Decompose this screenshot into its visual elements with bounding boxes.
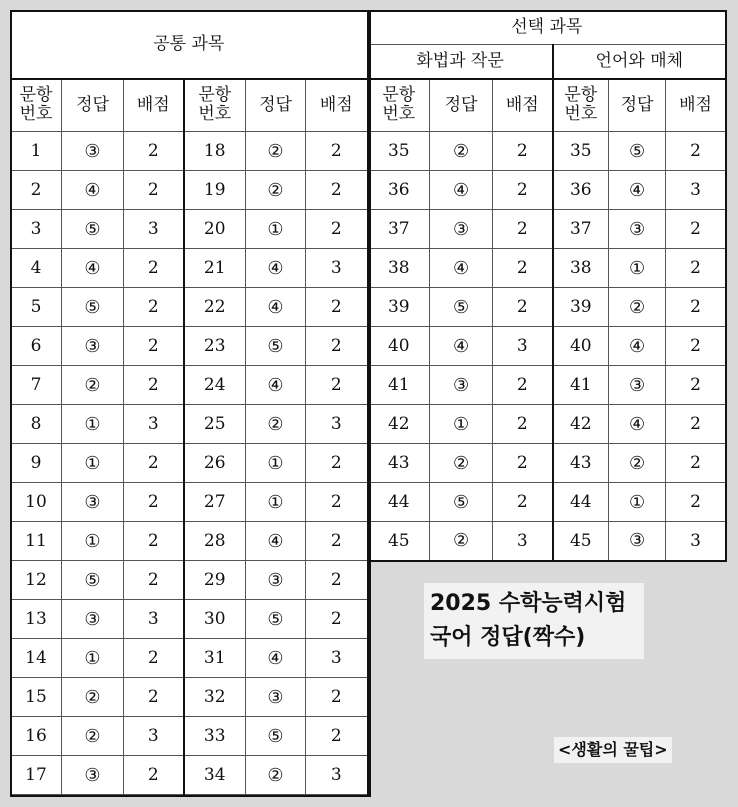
cell-points: 2 [306, 717, 368, 756]
cell-number: 41 [553, 366, 609, 405]
cell-points: 2 [306, 444, 368, 483]
cell-answer: ② [246, 756, 306, 795]
cell-number: 17 [11, 756, 62, 795]
cell-number: 2 [11, 171, 62, 210]
speech-writing-header: 화법과 작문 [368, 45, 553, 79]
cell-answer: ⑤ [430, 483, 493, 522]
cell-answer: ⑤ [246, 600, 306, 639]
answer-sheet [10, 10, 725, 795]
cell-number: 16 [11, 717, 62, 756]
cell-number: 35 [368, 132, 430, 171]
cell-number: 27 [184, 483, 246, 522]
cell-number: 37 [553, 210, 609, 249]
cell-points: 2 [306, 522, 368, 561]
cell-answer: ③ [62, 483, 124, 522]
answer-key-table [10, 10, 726, 795]
cell-number: 19 [184, 171, 246, 210]
cell-points: 3 [124, 600, 184, 639]
cell-number: 1 [11, 132, 62, 171]
cell-points: 2 [124, 678, 184, 717]
table-row [11, 366, 726, 405]
cell-number: 39 [368, 288, 430, 327]
cell-points: 2 [493, 210, 553, 249]
cell-number: 35 [553, 132, 609, 171]
cell-points: 2 [493, 249, 553, 288]
cell-points: 3 [493, 327, 553, 366]
cell-answer: ④ [246, 639, 306, 678]
cell-points: 2 [493, 366, 553, 405]
cell-answer: ④ [430, 327, 493, 366]
cell-number: 13 [11, 600, 62, 639]
cell-answer: ② [246, 405, 306, 444]
cell-points: 3 [666, 522, 726, 561]
cell-points: 2 [493, 288, 553, 327]
cell-answer: ② [246, 171, 306, 210]
table-row [11, 405, 726, 444]
column-header-q-no: 문항 번호 [553, 79, 609, 132]
column-header-q-no: 문항 번호 [184, 79, 246, 132]
column-header-points: 배점 [124, 79, 184, 132]
cell-number: 15 [11, 678, 62, 717]
cell-number: 18 [184, 132, 246, 171]
cell-points: 2 [124, 171, 184, 210]
column-header-answer: 정답 [62, 79, 124, 132]
cell-points: 2 [124, 444, 184, 483]
cell-number: 42 [368, 405, 430, 444]
column-header-points: 배점 [306, 79, 368, 132]
cell-points: 2 [124, 639, 184, 678]
cell-answer: ② [609, 288, 666, 327]
cell-answer: ① [609, 483, 666, 522]
common-subject-header: 공통 과목 [11, 11, 368, 79]
cell-points: 2 [493, 444, 553, 483]
cell-answer: ③ [609, 210, 666, 249]
table-row [11, 132, 726, 171]
column-header-points: 배점 [493, 79, 553, 132]
cell-number: 43 [553, 444, 609, 483]
cell-points: 2 [124, 561, 184, 600]
cell-points: 2 [493, 132, 553, 171]
promo-title-line-2: 국어 정답(짝수) [430, 625, 586, 650]
cell-points: 2 [124, 327, 184, 366]
cell-points: 3 [306, 756, 368, 795]
cell-answer: ③ [609, 522, 666, 561]
table-row [11, 327, 726, 366]
table-row [11, 522, 726, 561]
cell-points: 3 [306, 405, 368, 444]
cell-answer: ⑤ [246, 717, 306, 756]
cell-points: 3 [306, 639, 368, 678]
table-row [11, 444, 726, 483]
cell-number: 7 [11, 366, 62, 405]
cell-points: 2 [124, 132, 184, 171]
cell-number: 24 [184, 366, 246, 405]
cell-answer: ④ [246, 522, 306, 561]
cell-answer: ② [430, 132, 493, 171]
cell-answer: ④ [62, 249, 124, 288]
cell-number: 43 [368, 444, 430, 483]
cell-answer: ⑤ [609, 132, 666, 171]
cell-number: 44 [553, 483, 609, 522]
cell-number: 31 [184, 639, 246, 678]
cell-answer: ① [62, 444, 124, 483]
cell-number: 41 [368, 366, 430, 405]
cell-points: 2 [124, 366, 184, 405]
cell-answer: ③ [246, 678, 306, 717]
cell-answer: ④ [609, 327, 666, 366]
cell-number: 33 [184, 717, 246, 756]
cell-points: 2 [124, 288, 184, 327]
language-media-header: 언어와 매체 [553, 45, 726, 79]
cell-number: 22 [184, 288, 246, 327]
empty-area [368, 678, 726, 717]
cell-answer: ⑤ [246, 327, 306, 366]
cell-answer: ③ [430, 366, 493, 405]
cell-number: 21 [184, 249, 246, 288]
cell-answer: ④ [246, 249, 306, 288]
cell-answer: ② [62, 678, 124, 717]
cell-answer: ④ [246, 366, 306, 405]
cell-number: 44 [368, 483, 430, 522]
cell-points: 2 [306, 483, 368, 522]
cell-number: 36 [553, 171, 609, 210]
cell-number: 6 [11, 327, 62, 366]
cell-number: 28 [184, 522, 246, 561]
cell-points: 2 [124, 483, 184, 522]
cell-number: 32 [184, 678, 246, 717]
cell-number: 8 [11, 405, 62, 444]
cell-number: 37 [368, 210, 430, 249]
cell-points: 2 [666, 249, 726, 288]
cell-points: 3 [306, 249, 368, 288]
cell-points: 2 [306, 210, 368, 249]
cell-answer: ③ [609, 366, 666, 405]
cell-number: 38 [368, 249, 430, 288]
cell-number: 23 [184, 327, 246, 366]
cell-points: 2 [666, 327, 726, 366]
cell-points: 3 [493, 522, 553, 561]
column-header-answer: 정답 [246, 79, 306, 132]
cell-answer: ③ [246, 561, 306, 600]
cell-answer: ⑤ [62, 210, 124, 249]
cell-answer: ④ [430, 171, 493, 210]
cell-points: 2 [306, 171, 368, 210]
promo-title [424, 583, 644, 659]
table-row [11, 210, 726, 249]
cell-answer: ① [62, 639, 124, 678]
cell-points: 3 [124, 405, 184, 444]
cell-number: 20 [184, 210, 246, 249]
cell-answer: ④ [609, 171, 666, 210]
cell-number: 45 [553, 522, 609, 561]
cell-number: 38 [553, 249, 609, 288]
cell-number: 42 [553, 405, 609, 444]
cell-number: 11 [11, 522, 62, 561]
empty-area [368, 756, 726, 795]
cell-number: 14 [11, 639, 62, 678]
cell-answer: ③ [62, 600, 124, 639]
promo-title-line-1: 2025 수학능력시험 [430, 591, 627, 616]
cell-points: 2 [306, 600, 368, 639]
table-row [11, 249, 726, 288]
cell-answer: ⑤ [62, 561, 124, 600]
cell-points: 2 [666, 366, 726, 405]
cell-answer: ① [609, 249, 666, 288]
table-row [11, 288, 726, 327]
cell-points: 2 [493, 405, 553, 444]
cell-answer: ② [62, 366, 124, 405]
cell-answer: ② [430, 522, 493, 561]
table-row [11, 483, 726, 522]
cell-number: 36 [368, 171, 430, 210]
cell-answer: ③ [62, 756, 124, 795]
cell-answer: ① [246, 444, 306, 483]
cell-points: 3 [124, 210, 184, 249]
cell-points: 2 [306, 561, 368, 600]
cell-number: 40 [553, 327, 609, 366]
cell-points: 2 [666, 132, 726, 171]
cell-points: 2 [306, 678, 368, 717]
cell-number: 39 [553, 288, 609, 327]
table-row [11, 678, 726, 717]
cell-number: 10 [11, 483, 62, 522]
cell-answer: ① [246, 210, 306, 249]
cell-points: 2 [124, 756, 184, 795]
cell-points: 2 [124, 249, 184, 288]
cell-points: 2 [666, 405, 726, 444]
cell-points: 2 [493, 483, 553, 522]
cell-answer: ⑤ [62, 288, 124, 327]
cell-answer: ④ [246, 288, 306, 327]
table-row [11, 171, 726, 210]
cell-number: 29 [184, 561, 246, 600]
column-header-points: 배점 [666, 79, 726, 132]
column-header-q-no: 문항 번호 [368, 79, 430, 132]
column-header-answer: 정답 [430, 79, 493, 132]
cell-number: 5 [11, 288, 62, 327]
cell-points: 2 [306, 366, 368, 405]
cell-answer: ④ [609, 405, 666, 444]
cell-number: 4 [11, 249, 62, 288]
cell-number: 12 [11, 561, 62, 600]
cell-number: 9 [11, 444, 62, 483]
cell-points: 2 [306, 288, 368, 327]
promo-credit: <생활의 꿀팁> [554, 737, 672, 763]
cell-points: 2 [666, 210, 726, 249]
cell-points: 2 [666, 483, 726, 522]
cell-number: 34 [184, 756, 246, 795]
cell-points: 2 [666, 288, 726, 327]
cell-number: 45 [368, 522, 430, 561]
cell-number: 25 [184, 405, 246, 444]
cell-points: 2 [306, 327, 368, 366]
cell-answer: ① [62, 522, 124, 561]
cell-points: 2 [306, 132, 368, 171]
cell-points: 3 [666, 171, 726, 210]
column-header-q-no: 문항 번호 [11, 79, 62, 132]
cell-points: 3 [124, 717, 184, 756]
cell-answer: ② [246, 132, 306, 171]
cell-number: 26 [184, 444, 246, 483]
cell-answer: ② [430, 444, 493, 483]
column-header-answer: 정답 [609, 79, 666, 132]
cell-answer: ③ [430, 210, 493, 249]
empty-area [368, 717, 726, 756]
cell-points: 2 [124, 522, 184, 561]
cell-answer: ② [62, 717, 124, 756]
cell-answer: ③ [62, 327, 124, 366]
cell-answer: ① [430, 405, 493, 444]
cell-answer: ① [246, 483, 306, 522]
cell-points: 2 [493, 171, 553, 210]
elective-subject-header: 선택 과목 [368, 11, 726, 45]
cell-answer: ③ [62, 132, 124, 171]
cell-answer: ① [62, 405, 124, 444]
cell-answer: ④ [62, 171, 124, 210]
cell-answer: ⑤ [430, 288, 493, 327]
cell-answer: ④ [430, 249, 493, 288]
cell-number: 3 [11, 210, 62, 249]
cell-number: 40 [368, 327, 430, 366]
cell-points: 2 [666, 444, 726, 483]
cell-answer: ② [609, 444, 666, 483]
cell-number: 30 [184, 600, 246, 639]
